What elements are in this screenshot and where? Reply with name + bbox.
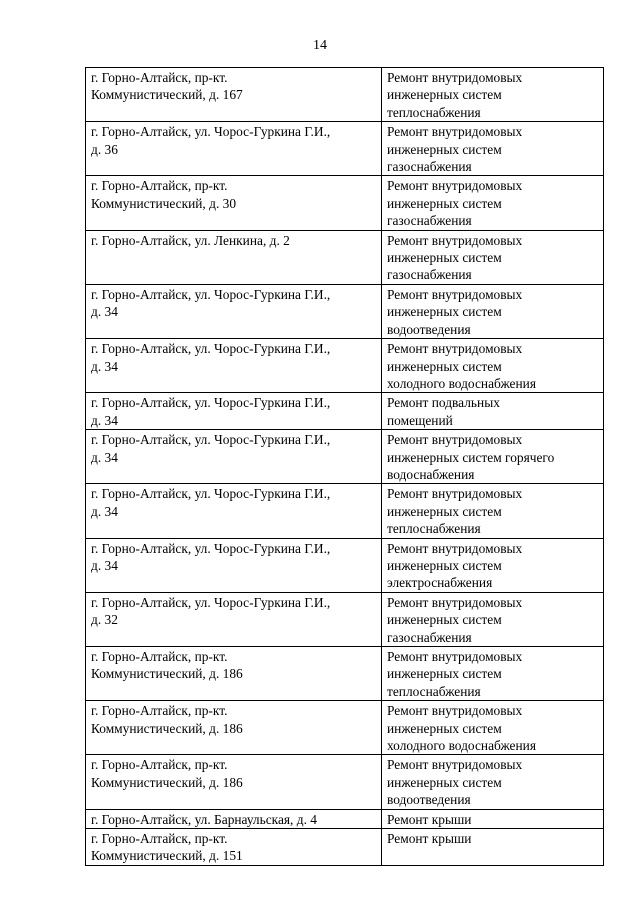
address-cell: г. Горно-Алтайск, ул. Чорос-Гуркина Г.И., д. 34: [86, 339, 382, 393]
work-type-cell: Ремонт внутридомовых инженерных систем горячего водоснабжения: [382, 430, 604, 484]
work-type-cell: Ремонт подвальных помещений: [382, 393, 604, 430]
address-cell: г. Горно-Алтайск, ул. Чорос-Гуркина Г.И., д. 34: [86, 284, 382, 338]
address-cell: г. Горно-Алтайск, пр-кт. Коммунистический, д. 30: [86, 176, 382, 230]
address-cell: г. Горно-Алтайск, ул. Чорос-Гуркина Г.И., д. 34: [86, 393, 382, 430]
table-row: [86, 829, 604, 866]
table-body: [86, 68, 604, 866]
address-cell: г. Горно-Алтайск, ул. Чорос-Гуркина Г.И., д. 34: [86, 538, 382, 592]
table-row: [86, 538, 604, 592]
work-type-cell: Ремонт внутридомовых инженерных систем холодного водоснабжения: [382, 339, 604, 393]
address-cell: г. Горно-Алтайск, пр-кт. Коммунистический, д. 167: [86, 68, 382, 122]
work-type-cell: Ремонт внутридомовых инженерных систем теплоснабжения: [382, 68, 604, 122]
address-cell: г. Горно-Алтайск, ул. Чорос-Гуркина Г.И., д. 32: [86, 592, 382, 646]
table-row: [86, 393, 604, 430]
table-row: [86, 68, 604, 122]
table-row: [86, 809, 604, 828]
work-type-cell: Ремонт внутридомовых инженерных систем газоснабжения: [382, 122, 604, 176]
table-row: [86, 284, 604, 338]
address-cell: г. Горно-Алтайск, пр-кт. Коммунистический, д. 186: [86, 647, 382, 701]
address-cell: г. Горно-Алтайск, пр-кт. Коммунистический, д. 151: [86, 829, 382, 866]
table-row: [86, 176, 604, 230]
work-type-cell: Ремонт внутридомовых инженерных систем водоотведения: [382, 284, 604, 338]
address-cell: г. Горно-Алтайск, ул. Ленкина, д. 2: [86, 230, 382, 284]
work-type-cell: Ремонт внутридомовых инженерных систем теплоснабжения: [382, 484, 604, 538]
page-number: 14: [313, 38, 327, 53]
address-cell: г. Горно-Алтайск, ул. Чорос-Гуркина Г.И., д. 34: [86, 484, 382, 538]
address-cell: г. Горно-Алтайск, пр-кт. Коммунистический, д. 186: [86, 755, 382, 809]
work-type-cell: Ремонт внутридомовых инженерных систем теплоснабжения: [382, 647, 604, 701]
repair-works-table: [85, 67, 604, 866]
work-type-cell: Ремонт внутридомовых инженерных систем газоснабжения: [382, 592, 604, 646]
address-cell: г. Горно-Алтайск, ул. Барнаульская, д. 4: [86, 809, 382, 828]
table-row: [86, 122, 604, 176]
work-type-cell: Ремонт внутридомовых инженерных систем электроснабжения: [382, 538, 604, 592]
work-type-cell: Ремонт внутридомовых инженерных систем газоснабжения: [382, 230, 604, 284]
address-cell: г. Горно-Алтайск, пр-кт. Коммунистический, д. 186: [86, 701, 382, 755]
table-row: [86, 647, 604, 701]
work-type-cell: Ремонт крыши: [382, 829, 604, 866]
table-row: [86, 339, 604, 393]
table-row: [86, 484, 604, 538]
table-row: [86, 430, 604, 484]
address-cell: г. Горно-Алтайск, ул. Чорос-Гуркина Г.И., д. 34: [86, 430, 382, 484]
address-cell: г. Горно-Алтайск, ул. Чорос-Гуркина Г.И., д. 36: [86, 122, 382, 176]
table-row: [86, 755, 604, 809]
table-row: [86, 230, 604, 284]
work-type-cell: Ремонт внутридомовых инженерных систем газоснабжения: [382, 176, 604, 230]
work-type-cell: Ремонт крыши: [382, 809, 604, 828]
table-row: [86, 701, 604, 755]
work-type-cell: Ремонт внутридомовых инженерных систем водоотведения: [382, 755, 604, 809]
table-row: [86, 592, 604, 646]
work-type-cell: Ремонт внутридомовых инженерных систем холодного водоснабжения: [382, 701, 604, 755]
